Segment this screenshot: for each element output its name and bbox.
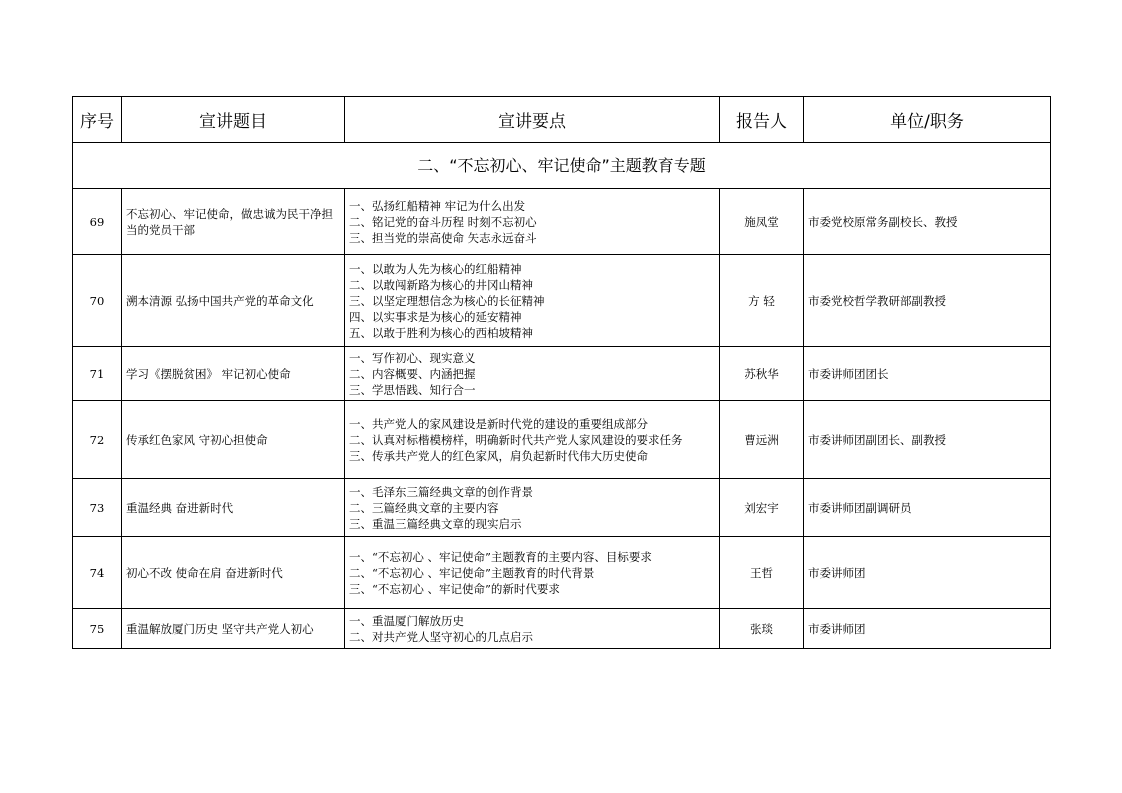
row-reporter: 苏秋华 (720, 347, 804, 401)
row-points (345, 255, 720, 347)
row-points (345, 401, 720, 479)
row-points (345, 479, 720, 537)
row-points (345, 537, 720, 609)
row-title: 学习《摆脱贫困》 牢记初心使命 (122, 347, 345, 401)
point-item: 一、重温厦门解放历史 (349, 613, 464, 628)
row-num: 75 (73, 609, 122, 649)
row-title: 重温解放厦门历史 坚守共产党人初心 (122, 609, 345, 649)
row-title: 初心不改 使命在肩 奋进新时代 (122, 537, 345, 609)
row-points (345, 609, 720, 649)
point-item: 三、“不忘初心 、牢记使命”的新时代要求 (349, 581, 560, 596)
row-unit: 市委讲师团副调研员 (804, 479, 1051, 537)
table-row (73, 479, 1051, 537)
row-title: 重温经典 奋进新时代 (122, 479, 345, 537)
row-reporter: 张琰 (720, 609, 804, 649)
point-item: 三、以坚定理想信念为核心的长征精神 (349, 293, 545, 308)
row-num: 69 (73, 189, 122, 255)
point-item: 一、写作初心、现实意义 (349, 350, 476, 365)
point-item: 四、以实事求是为核心的延安精神 (349, 309, 522, 324)
row-num: 70 (73, 255, 122, 347)
lecture-table (72, 96, 1051, 649)
point-item: 三、学思悟践、知行合一 (349, 382, 476, 397)
header-unit: 单位/职务 (804, 97, 1051, 143)
point-item: 二、“不忘初心 、牢记使命”主题教育的时代背景 (349, 565, 595, 580)
point-item: 二、对共产党人坚守初心的几点启示 (349, 629, 533, 644)
row-title: 传承红色家风 守初心担使命 (122, 401, 345, 479)
point-item: 五、以敢于胜利为核心的西柏坡精神 (349, 325, 533, 340)
point-item: 一、“不忘初心 、牢记使命”主题教育的主要内容、目标要求 (349, 549, 652, 564)
point-item: 二、铭记党的奋斗历程 时刻不忘初心 (349, 214, 537, 229)
header-points: 宣讲要点 (345, 97, 720, 143)
row-num: 71 (73, 347, 122, 401)
table-row (73, 347, 1051, 401)
header-title: 宣讲题目 (122, 97, 345, 143)
row-reporter: 方 轻 (720, 255, 804, 347)
row-unit: 市委讲师团 (804, 537, 1051, 609)
row-unit: 市委讲师团副团长、副教授 (804, 401, 1051, 479)
point-item: 一、弘扬红船精神 牢记为什么出发 (349, 198, 526, 213)
table-row (73, 401, 1051, 479)
point-item: 二、内容概要、内涵把握 (349, 366, 476, 381)
point-item: 三、重温三篇经典文章的现实启示 (349, 516, 522, 531)
row-points (345, 189, 720, 255)
table-row (73, 537, 1051, 609)
section-row (73, 143, 1051, 189)
table-row (73, 255, 1051, 347)
header-reporter: 报告人 (720, 97, 804, 143)
row-reporter: 曹远洲 (720, 401, 804, 479)
row-title: 溯本清源 弘扬中国共产党的革命文化 (122, 255, 345, 347)
row-unit: 市委讲师团团长 (804, 347, 1051, 401)
row-num: 72 (73, 401, 122, 479)
point-item: 一、共产党人的家风建设是新时代党的建设的重要组成部分 (349, 416, 648, 431)
point-item: 二、认真对标楷模榜样，明确新时代共产党人家风建设的要求任务 (349, 432, 683, 447)
row-num: 73 (73, 479, 122, 537)
row-reporter: 刘宏宇 (720, 479, 804, 537)
point-item: 一、以敢为人先为核心的红船精神 (349, 261, 522, 276)
point-item: 二、三篇经典文章的主要内容 (349, 500, 499, 515)
row-title: 不忘初心、牢记使命，做忠诚为民干净担当的党员干部 (122, 189, 345, 255)
row-points (345, 347, 720, 401)
row-reporter: 施凤堂 (720, 189, 804, 255)
row-unit: 市委讲师团 (804, 609, 1051, 649)
point-item: 三、担当党的崇高使命 矢志永远奋斗 (349, 230, 537, 245)
header-row (73, 97, 1051, 143)
point-item: 一、毛泽东三篇经典文章的创作背景 (349, 484, 533, 499)
section-title: 二、“不忘初心、牢记使命”主题教育专题 (73, 143, 1051, 189)
table-row (73, 609, 1051, 649)
header-num: 序号 (73, 97, 122, 143)
point-item: 三、传承共产党人的红色家风，肩负起新时代伟大历史使命 (349, 448, 648, 463)
row-num: 74 (73, 537, 122, 609)
point-item: 二、以敢闯新路为核心的井冈山精神 (349, 277, 533, 292)
row-unit: 市委党校哲学教研部副教授 (804, 255, 1051, 347)
table-row (73, 189, 1051, 255)
row-reporter: 王哲 (720, 537, 804, 609)
row-unit: 市委党校原常务副校长、教授 (804, 189, 1051, 255)
